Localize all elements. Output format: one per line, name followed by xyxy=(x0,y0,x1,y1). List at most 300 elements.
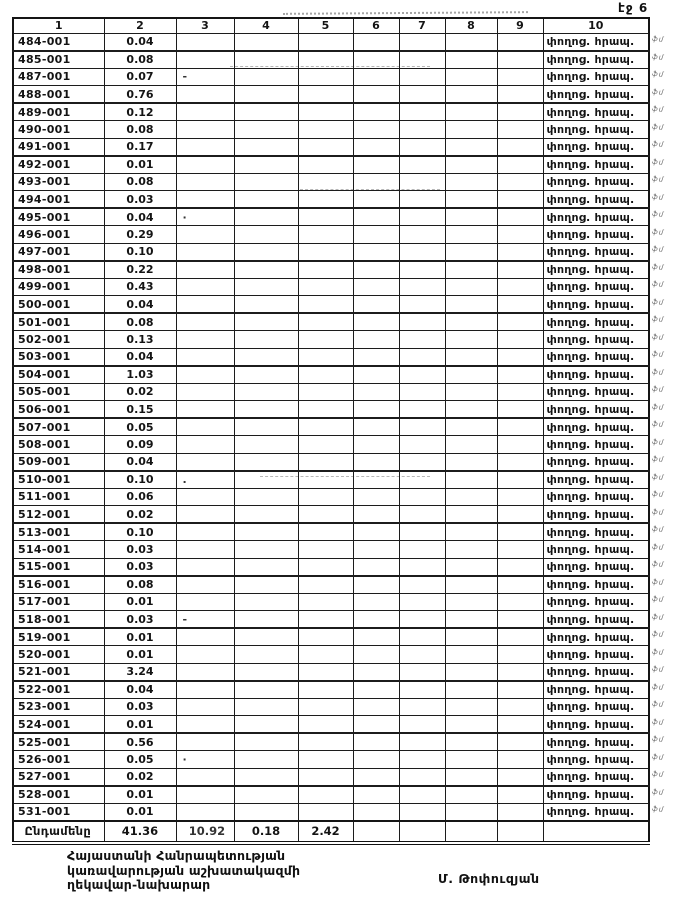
empty-cell xyxy=(234,453,298,471)
column-header: 8 xyxy=(445,18,497,33)
row-note: փողոց. հրապ. xyxy=(543,523,649,541)
empty-cell xyxy=(176,558,234,576)
row-value: 0.01 xyxy=(104,646,176,664)
row-note: փողոց. հրապ. xyxy=(543,226,649,244)
table-row xyxy=(13,121,649,139)
empty-cell xyxy=(298,33,353,51)
empty-cell xyxy=(445,593,497,611)
row-code: 501-001 xyxy=(13,313,104,331)
table-row xyxy=(13,348,649,366)
empty-cell xyxy=(497,541,543,559)
empty-cell xyxy=(298,593,353,611)
row-value: 0.07 xyxy=(104,68,176,86)
empty-cell xyxy=(497,628,543,646)
empty-cell xyxy=(353,453,399,471)
empty-cell xyxy=(353,611,399,629)
table-row xyxy=(13,611,649,629)
empty-cell xyxy=(353,33,399,51)
empty-cell xyxy=(399,121,445,139)
row-code: 488-001 xyxy=(13,86,104,104)
row-code: 490-001 xyxy=(13,121,104,139)
empty-cell xyxy=(399,51,445,69)
row-value: 0.08 xyxy=(104,576,176,594)
empty-cell xyxy=(298,313,353,331)
table-row xyxy=(13,313,649,331)
bleedthrough-mark: ֆմ xyxy=(651,104,665,114)
row-code: 525-001 xyxy=(13,733,104,751)
empty-cell xyxy=(445,348,497,366)
empty-cell xyxy=(399,593,445,611)
empty-cell xyxy=(298,768,353,786)
empty-cell xyxy=(445,313,497,331)
empty-cell xyxy=(353,576,399,594)
empty-cell xyxy=(399,173,445,191)
bleedthrough-mark: ֆմ xyxy=(651,69,665,79)
empty-cell xyxy=(353,103,399,121)
totals-value: 2.42 xyxy=(298,821,353,843)
empty-cell xyxy=(497,51,543,69)
empty-cell xyxy=(353,208,399,226)
empty-cell xyxy=(298,138,353,156)
totals-label: Ընդամենը xyxy=(13,821,104,843)
row-code: 500-001 xyxy=(13,296,104,314)
table-row xyxy=(13,243,649,261)
row-note: փողոց. հրապ. xyxy=(543,383,649,401)
empty-cell xyxy=(445,86,497,104)
empty-cell xyxy=(298,733,353,751)
empty-cell xyxy=(399,751,445,769)
table-row xyxy=(13,436,649,454)
table-row xyxy=(13,593,649,611)
row-code: 528-001 xyxy=(13,786,104,804)
table-row xyxy=(13,103,649,121)
empty-cell xyxy=(234,751,298,769)
empty-cell xyxy=(399,296,445,314)
row-code: 517-001 xyxy=(13,593,104,611)
row-value: 0.02 xyxy=(104,768,176,786)
empty-cell xyxy=(399,226,445,244)
empty-cell xyxy=(399,611,445,629)
table-row xyxy=(13,558,649,576)
empty-cell xyxy=(399,786,445,804)
row-note: փողոց. հրապ. xyxy=(543,208,649,226)
row-value: 0.08 xyxy=(104,313,176,331)
empty-cell xyxy=(399,261,445,279)
table-row xyxy=(13,86,649,104)
empty-cell xyxy=(298,103,353,121)
row-code: 487-001 xyxy=(13,68,104,86)
signatory-title-block xyxy=(67,849,300,893)
empty-cell xyxy=(445,436,497,454)
empty-cell xyxy=(298,663,353,681)
table-row xyxy=(13,786,649,804)
bleedthrough-mark: ֆմ xyxy=(651,384,665,394)
empty-cell xyxy=(497,488,543,506)
row-note: փողոց. հրապ. xyxy=(543,593,649,611)
empty-cell xyxy=(298,646,353,664)
empty-cell xyxy=(399,366,445,384)
table-row xyxy=(13,506,649,524)
empty-cell xyxy=(176,506,234,524)
empty-cell xyxy=(353,348,399,366)
empty-cell xyxy=(353,786,399,804)
row-value: 0.43 xyxy=(104,278,176,296)
row-value: 0.01 xyxy=(104,803,176,821)
bleedthrough-mark: ֆմ xyxy=(651,787,665,797)
empty-cell xyxy=(298,348,353,366)
empty-cell xyxy=(445,401,497,419)
row-note: փողոց. հրապ. xyxy=(543,663,649,681)
bleedthrough-mark: ֆմ xyxy=(651,647,665,657)
empty-cell xyxy=(234,663,298,681)
row-code: 518-001 xyxy=(13,611,104,629)
empty-cell xyxy=(353,733,399,751)
empty-cell xyxy=(176,348,234,366)
empty-cell xyxy=(176,541,234,559)
empty-cell xyxy=(353,768,399,786)
row-value: 3.24 xyxy=(104,663,176,681)
empty-cell xyxy=(234,243,298,261)
empty-cell xyxy=(353,313,399,331)
row-code: 493-001 xyxy=(13,173,104,191)
table-row xyxy=(13,663,649,681)
empty-cell xyxy=(298,51,353,69)
row-value: 0.08 xyxy=(104,173,176,191)
empty-cell xyxy=(176,401,234,419)
row-note: փողոց. հրապ. xyxy=(543,488,649,506)
row-note: փողոց. հրապ. xyxy=(543,86,649,104)
empty-cell xyxy=(234,593,298,611)
row-note: փողոց. հրապ. xyxy=(543,453,649,471)
row-code: 499-001 xyxy=(13,278,104,296)
row-value: 0.12 xyxy=(104,103,176,121)
bleedthrough-mark: ֆմ xyxy=(651,699,665,709)
row-note: փողոց. հրապ. xyxy=(543,611,649,629)
scan-artifact-mark: - xyxy=(176,611,234,629)
empty-cell xyxy=(298,208,353,226)
bleedthrough-mark: ֆմ xyxy=(651,472,665,482)
empty-cell xyxy=(234,86,298,104)
empty-cell xyxy=(497,751,543,769)
empty-cell xyxy=(399,681,445,699)
empty-cell xyxy=(176,663,234,681)
empty-cell xyxy=(176,138,234,156)
empty-cell xyxy=(234,313,298,331)
row-value: 0.04 xyxy=(104,453,176,471)
empty-cell xyxy=(298,331,353,349)
empty-cell xyxy=(298,751,353,769)
empty-cell xyxy=(497,243,543,261)
empty-cell xyxy=(445,208,497,226)
row-note: փողոց. հրապ. xyxy=(543,138,649,156)
bleedthrough-mark: ֆմ xyxy=(651,192,665,202)
empty-cell xyxy=(445,418,497,436)
empty-cell xyxy=(445,331,497,349)
column-header: 3 xyxy=(176,18,234,33)
empty-cell xyxy=(445,698,497,716)
empty-cell xyxy=(353,471,399,489)
empty-cell xyxy=(399,628,445,646)
row-note: փողոց. հրապ. xyxy=(543,751,649,769)
bleedthrough-mark: ֆմ xyxy=(651,367,665,377)
empty-cell xyxy=(399,803,445,821)
table-row xyxy=(13,401,649,419)
empty-cell xyxy=(399,663,445,681)
empty-cell xyxy=(234,261,298,279)
bleedthrough-mark: ֆմ xyxy=(651,542,665,552)
empty-cell xyxy=(497,803,543,821)
row-note: փողոց. հրապ. xyxy=(543,628,649,646)
empty-cell xyxy=(497,33,543,51)
table-row xyxy=(13,453,649,471)
empty-cell xyxy=(445,733,497,751)
empty-cell xyxy=(497,348,543,366)
empty-cell xyxy=(234,716,298,734)
empty-cell xyxy=(497,191,543,209)
row-value: 0.22 xyxy=(104,261,176,279)
table-row xyxy=(13,733,649,751)
row-value: 0.09 xyxy=(104,436,176,454)
signatory-title-line: կառավարության աշխատակազմի xyxy=(67,862,301,878)
row-code: 509-001 xyxy=(13,453,104,471)
table-row xyxy=(13,646,649,664)
table-row xyxy=(13,803,649,821)
empty-cell xyxy=(497,121,543,139)
row-code: 494-001 xyxy=(13,191,104,209)
row-note: փողոց. հրապ. xyxy=(543,156,649,174)
empty-cell xyxy=(399,418,445,436)
row-note: փողոց. հրապ. xyxy=(543,33,649,51)
empty-cell xyxy=(234,558,298,576)
row-note: փողոց. հրապ. xyxy=(543,418,649,436)
empty-cell xyxy=(298,471,353,489)
bleedthrough-mark: ֆմ xyxy=(651,752,665,762)
empty-cell xyxy=(353,681,399,699)
empty-cell xyxy=(399,506,445,524)
table-row xyxy=(13,156,649,174)
empty-cell xyxy=(298,506,353,524)
row-value: 0.76 xyxy=(104,86,176,104)
row-note: փողոց. հրապ. xyxy=(543,541,649,559)
empty-cell xyxy=(543,821,649,843)
empty-cell xyxy=(497,646,543,664)
empty-cell xyxy=(399,716,445,734)
bleedthrough-mark: ֆմ xyxy=(651,262,665,272)
empty-cell xyxy=(497,663,543,681)
empty-cell xyxy=(176,646,234,664)
empty-cell xyxy=(497,786,543,804)
empty-cell xyxy=(176,628,234,646)
row-note: փողոց. հրապ. xyxy=(543,313,649,331)
empty-cell xyxy=(399,733,445,751)
data-table xyxy=(12,17,650,845)
bleedthrough-mark: ֆմ xyxy=(651,489,665,499)
empty-cell xyxy=(497,506,543,524)
bleedthrough-mark: ֆմ xyxy=(651,279,665,289)
empty-cell xyxy=(298,278,353,296)
empty-cell xyxy=(445,121,497,139)
empty-cell xyxy=(497,226,543,244)
bleedthrough-mark: ֆմ xyxy=(651,174,665,184)
empty-cell xyxy=(298,366,353,384)
empty-cell xyxy=(353,418,399,436)
empty-cell xyxy=(445,558,497,576)
empty-cell xyxy=(176,278,234,296)
scan-artifact-mark: · xyxy=(176,751,234,769)
row-value: 0.04 xyxy=(104,208,176,226)
column-header: 7 xyxy=(399,18,445,33)
bleedthrough-mark: ֆմ xyxy=(651,244,665,254)
row-note: փողոց. հրապ. xyxy=(543,506,649,524)
row-value: 0.01 xyxy=(104,593,176,611)
table-row xyxy=(13,191,649,209)
empty-cell xyxy=(234,331,298,349)
empty-cell xyxy=(176,786,234,804)
empty-cell xyxy=(445,156,497,174)
row-code: 516-001 xyxy=(13,576,104,594)
table-row xyxy=(13,278,649,296)
row-value: 0.02 xyxy=(104,383,176,401)
row-value: 0.08 xyxy=(104,51,176,69)
empty-cell xyxy=(445,523,497,541)
row-value: 0.15 xyxy=(104,401,176,419)
row-code: 506-001 xyxy=(13,401,104,419)
row-code: 502-001 xyxy=(13,331,104,349)
empty-cell xyxy=(234,523,298,541)
totals-row xyxy=(13,821,649,843)
empty-cell xyxy=(234,121,298,139)
row-code: 513-001 xyxy=(13,523,104,541)
row-note: փողոց. հրապ. xyxy=(543,366,649,384)
row-note: փողոց. հրապ. xyxy=(543,576,649,594)
table-row xyxy=(13,51,649,69)
empty-cell xyxy=(353,646,399,664)
column-header: 4 xyxy=(234,18,298,33)
empty-cell xyxy=(176,296,234,314)
table-row xyxy=(13,138,649,156)
row-value: 0.01 xyxy=(104,628,176,646)
empty-cell xyxy=(497,558,543,576)
row-note: փողոց. հրապ. xyxy=(543,401,649,419)
empty-cell xyxy=(353,173,399,191)
bleedthrough-mark: ֆմ xyxy=(651,139,665,149)
empty-cell xyxy=(399,138,445,156)
empty-cell xyxy=(445,226,497,244)
row-value: 1.03 xyxy=(104,366,176,384)
row-note: փողոց. հրապ. xyxy=(543,68,649,86)
header-row xyxy=(13,18,649,33)
empty-cell xyxy=(497,138,543,156)
empty-cell xyxy=(445,768,497,786)
empty-cell xyxy=(298,716,353,734)
empty-cell xyxy=(445,173,497,191)
row-note: փողոց. հրապ. xyxy=(543,121,649,139)
row-code: 504-001 xyxy=(13,366,104,384)
table-row xyxy=(13,488,649,506)
empty-cell xyxy=(497,821,543,843)
signatory-name: Մ. Թոփուզյան xyxy=(438,871,540,886)
empty-cell xyxy=(298,523,353,541)
empty-cell xyxy=(234,401,298,419)
bleedthrough-mark: ֆմ xyxy=(651,402,665,412)
empty-cell xyxy=(399,821,445,843)
table-row xyxy=(13,628,649,646)
empty-cell xyxy=(445,51,497,69)
row-value: 0.10 xyxy=(104,243,176,261)
empty-cell xyxy=(298,628,353,646)
empty-cell xyxy=(298,296,353,314)
empty-cell xyxy=(399,313,445,331)
empty-cell xyxy=(445,138,497,156)
table-row xyxy=(13,208,649,226)
table-row xyxy=(13,173,649,191)
empty-cell xyxy=(298,383,353,401)
column-header: 10 xyxy=(543,18,649,33)
empty-cell xyxy=(298,488,353,506)
row-code: 484-001 xyxy=(13,33,104,51)
empty-cell xyxy=(176,698,234,716)
row-code: 523-001 xyxy=(13,698,104,716)
empty-cell xyxy=(353,156,399,174)
row-code: 521-001 xyxy=(13,663,104,681)
bleedthrough-mark: ֆմ xyxy=(651,629,665,639)
empty-cell xyxy=(497,331,543,349)
table-row xyxy=(13,751,649,769)
empty-cell xyxy=(445,471,497,489)
signatory-title-line: ղեկավար-նախարար xyxy=(67,877,211,893)
table-row xyxy=(13,698,649,716)
column-header: 5 xyxy=(298,18,353,33)
empty-cell xyxy=(445,103,497,121)
empty-cell xyxy=(445,261,497,279)
row-note: փողոց. հրապ. xyxy=(543,733,649,751)
empty-cell xyxy=(445,786,497,804)
row-value: 0.04 xyxy=(104,33,176,51)
empty-cell xyxy=(353,51,399,69)
bleedthrough-mark: ֆմ xyxy=(651,524,665,534)
empty-cell xyxy=(445,68,497,86)
row-code: 496-001 xyxy=(13,226,104,244)
row-note: փողոց. հրապ. xyxy=(543,558,649,576)
empty-cell xyxy=(176,191,234,209)
table-row xyxy=(13,33,649,51)
bleedthrough-mark: ֆմ xyxy=(651,577,665,587)
empty-cell xyxy=(298,611,353,629)
empty-cell xyxy=(234,436,298,454)
row-code: 505-001 xyxy=(13,383,104,401)
empty-cell xyxy=(234,278,298,296)
table-row xyxy=(13,716,649,734)
empty-cell xyxy=(298,541,353,559)
row-note: փողոց. հրապ. xyxy=(543,436,649,454)
row-code: 524-001 xyxy=(13,716,104,734)
row-value: 0.05 xyxy=(104,751,176,769)
empty-cell xyxy=(497,401,543,419)
bleedthrough-mark: ֆմ xyxy=(651,804,665,814)
empty-cell xyxy=(353,523,399,541)
empty-cell xyxy=(399,768,445,786)
empty-cell xyxy=(497,698,543,716)
empty-cell xyxy=(445,243,497,261)
empty-cell xyxy=(353,821,399,843)
table-row xyxy=(13,68,649,86)
empty-cell xyxy=(445,366,497,384)
empty-cell xyxy=(234,786,298,804)
column-header: 6 xyxy=(353,18,399,33)
bleedthrough-mark: ֆմ xyxy=(651,734,665,744)
table-row xyxy=(13,576,649,594)
empty-cell xyxy=(399,191,445,209)
